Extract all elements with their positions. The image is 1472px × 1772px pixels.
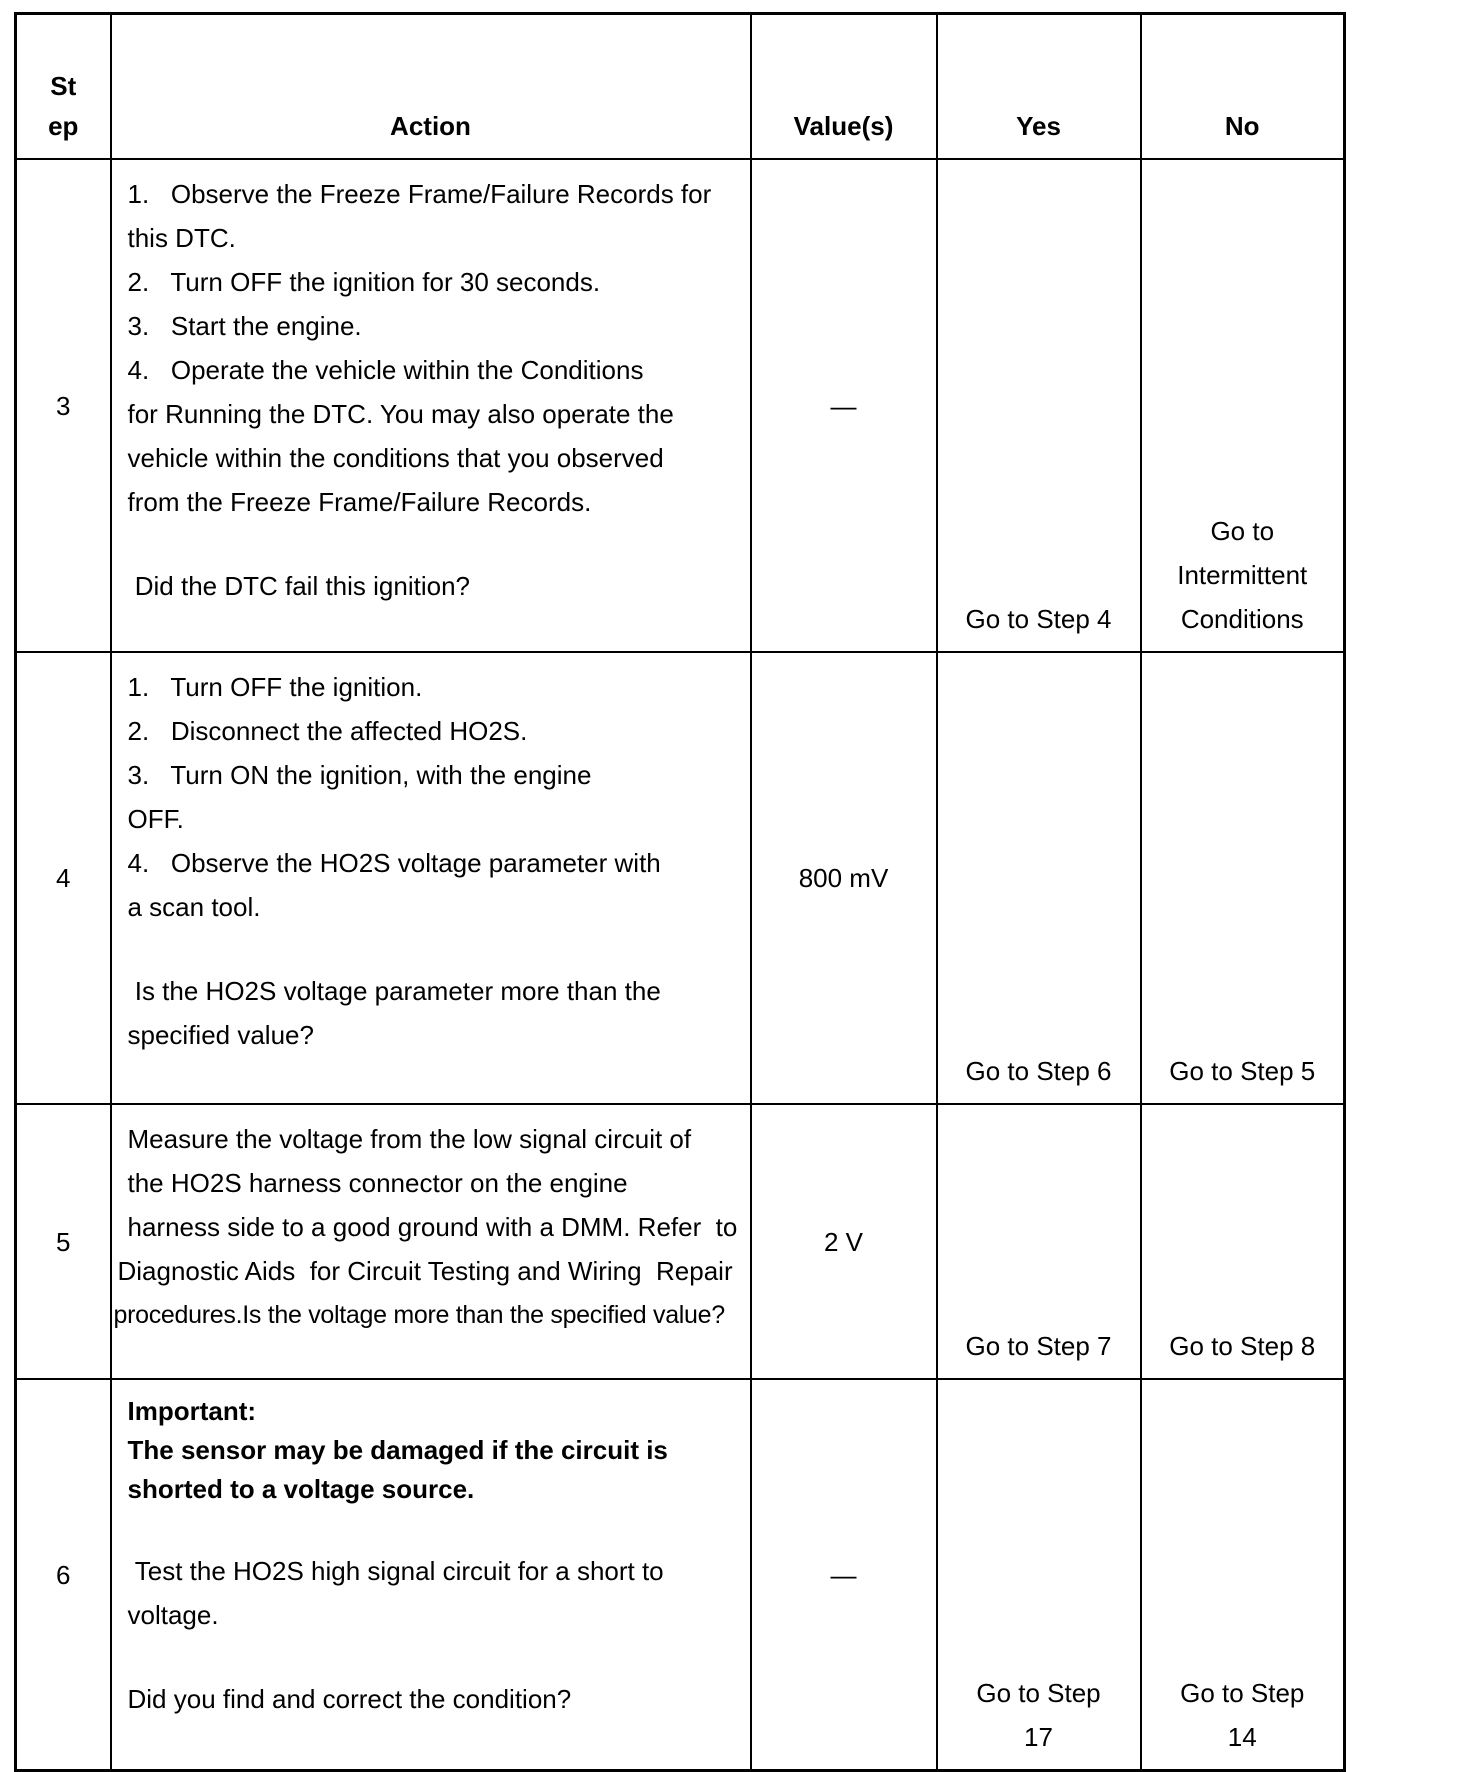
value-cell: 2 V [751, 1104, 937, 1379]
yes-cell: Go to Step 17 [937, 1379, 1141, 1771]
important-label: Important: [127, 1396, 257, 1426]
table-row [16, 1104, 1345, 1379]
action-line: a scan tool. [127, 892, 261, 922]
action-cell [111, 1104, 751, 1379]
action-line: 3. Start the engine. [127, 311, 362, 341]
action-line: vehicle within the conditions that you observed [127, 443, 664, 473]
action-line: 4. Observe the HO2S voltage parameter with [127, 848, 661, 878]
action-question: Is the HO2S voltage parameter more than the [127, 976, 661, 1006]
value-cell: 800 mV [751, 652, 937, 1104]
action-line: 1. Observe the Freeze Frame/Failure Records for [127, 179, 712, 209]
action-question: Did you find and correct the condition? [127, 1684, 572, 1714]
header-row [16, 14, 1345, 160]
step-number: 5 [16, 1104, 111, 1379]
step-number: 6 [16, 1379, 111, 1771]
header-values: Value(s) [751, 14, 937, 160]
action-line: 1. Turn OFF the ignition. [127, 672, 423, 702]
action-line: the HO2S harness connector on the engine [127, 1168, 628, 1198]
no-cell: Go to Step 14 [1141, 1379, 1345, 1771]
action-line: 2. Disconnect the affected HO2S. [127, 716, 528, 746]
yes-cell: Go to Step 7 [937, 1104, 1141, 1379]
action-line: 3. Turn ON the ignition, with the engine [127, 760, 592, 790]
table-row [16, 159, 1345, 652]
important-text: The sensor may be damaged if the circuit is shorted to a voltage source. [127, 1435, 676, 1504]
action-line: procedures.Is the voltage more than the specified value? [113, 1301, 725, 1329]
yes-cell: Go to Step 4 [937, 159, 1141, 652]
action-line: 2. Turn OFF the ignition for 30 seconds. [127, 267, 601, 297]
no-cell: Go to Intermittent Conditions [1141, 159, 1345, 652]
step-number: 4 [16, 652, 111, 1104]
action-line: Measure the voltage from the low signal circuit of [127, 1124, 692, 1154]
action-line: voltage. [127, 1600, 219, 1630]
yes-cell: Go to Step 6 [937, 652, 1141, 1104]
action-line: 4. Operate the vehicle within the Conditions [127, 355, 644, 385]
value-cell: — [751, 159, 937, 652]
header-step: St ep [16, 14, 111, 160]
action-question: Did the DTC fail this ignition? [127, 571, 470, 601]
header-yes: Yes [937, 14, 1141, 160]
action-line: harness side to a good ground with a DMM. Refer to [127, 1212, 738, 1242]
header-action: Action [111, 14, 751, 160]
action-line: from the Freeze Frame/Failure Records. [127, 487, 592, 517]
action-cell [111, 1379, 751, 1771]
value-cell: — [751, 1379, 937, 1771]
action-line: this DTC. [127, 223, 236, 253]
action-cell [111, 159, 751, 652]
no-cell: Go to Step 5 [1141, 652, 1345, 1104]
action-cell [111, 652, 751, 1104]
action-line: Test the HO2S high signal circuit for a short to [127, 1556, 664, 1586]
action-line: OFF. [127, 804, 184, 834]
header-no: No [1141, 14, 1345, 160]
table-row [16, 1379, 1345, 1771]
action-line: for Running the DTC. You may also operate the [127, 399, 674, 429]
no-cell: Go to Step 8 [1141, 1104, 1345, 1379]
table-row [16, 652, 1345, 1104]
action-line: Diagnostic Aids for Circuit Testing and Wiring Repair [117, 1256, 733, 1286]
action-question: specified value? [127, 1020, 314, 1050]
diagnostic-table [14, 12, 1346, 1772]
step-number: 3 [16, 159, 111, 652]
